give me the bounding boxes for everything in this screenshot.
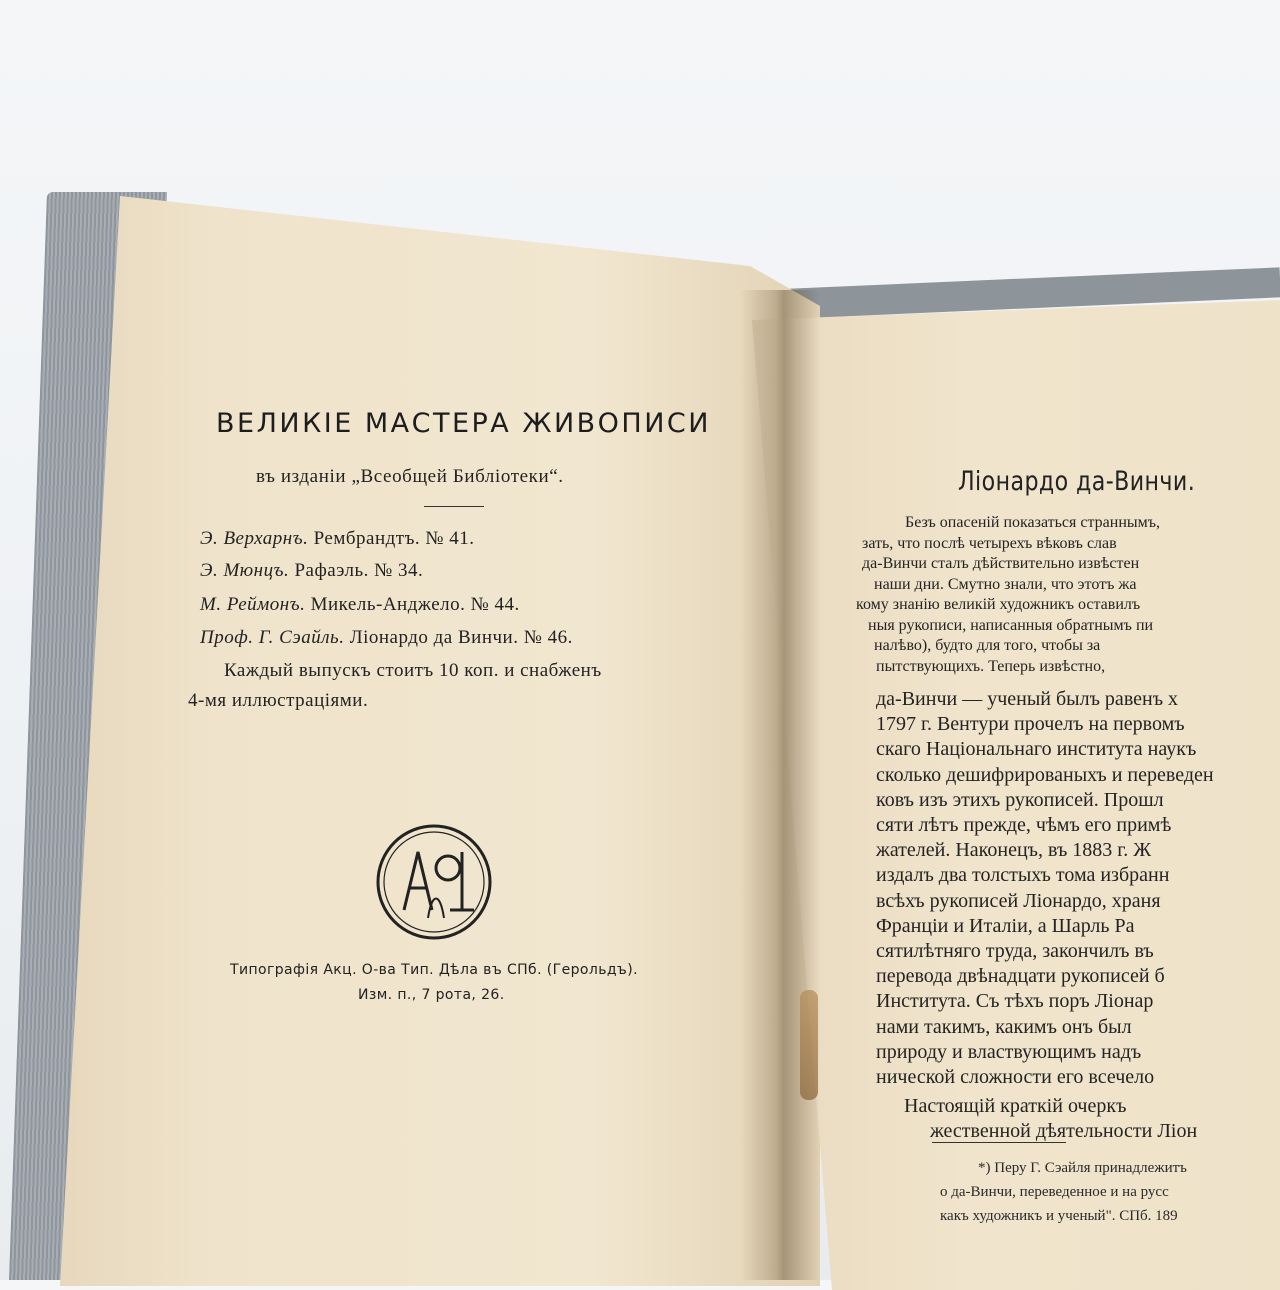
list-item-work: Микель-Анджело. № 44.: [310, 594, 520, 615]
list-item-author: Э. Верхарнъ.: [200, 528, 309, 549]
body-line: издалъ два толстыхъ тома избранн: [876, 864, 1170, 887]
imprint-line-1: Типографія Акц. О-ва Тип. Дѣла въ СПб. (Герольдъ).: [230, 962, 638, 978]
body-line: скаго Національнаго института наукъ: [876, 738, 1197, 761]
body-line: природу и властвующимъ надъ: [876, 1040, 1142, 1063]
body-line: наши дни. Смутно знали, что этотъ жа: [874, 575, 1137, 593]
left-page-rule: [424, 506, 484, 507]
list-item-work: Рафаэль. № 34.: [294, 560, 424, 581]
body-line: нами такимъ, какимъ онъ был: [876, 1015, 1132, 1038]
body-line: да-Винчи сталъ дѣйствительно извѣстен: [862, 555, 1140, 572]
left-page-subtitle: въ изданіи „Всеобщей Библіотеки“.: [256, 466, 564, 487]
list-item-author: Проф. Г. Сэайль.: [200, 627, 345, 648]
list-item: [200, 528, 475, 550]
footnote-line: какъ художникъ и ученый". СПб. 189: [940, 1208, 1178, 1224]
body-line: 1797 г. Вентури прочелъ на первомъ: [876, 713, 1185, 736]
left-page-title: ВЕЛИКІЕ МАСТЕРА ЖИВОПИСИ: [216, 408, 711, 439]
list-item-work: Рембрандтъ. № 41.: [313, 528, 475, 549]
right-page-title: Ліонардо да-Винчи.: [958, 466, 1196, 497]
body-line: сяти лѣтъ прежде, чѣмъ его примѣ: [876, 814, 1172, 836]
body-line: Франціи и Италіи, а Шарль Ра: [876, 914, 1135, 937]
page-tear: [800, 990, 818, 1100]
body-line: кому знанію великій художникъ оставилъ: [856, 596, 1141, 613]
publisher-emblem: [374, 822, 494, 942]
price-note-line-2: 4-мя иллюстраціями.: [188, 690, 369, 711]
list-item: [200, 627, 573, 649]
list-item-work: Ліонардо да Винчи. № 46.: [349, 627, 573, 648]
footnote-line: о да-Винчи, переведенное и на русс: [940, 1184, 1169, 1200]
body-line: Института. Съ тѣхъ поръ Ліонар: [876, 990, 1154, 1013]
body-line: жественной дѣятельности Ліон: [930, 1120, 1198, 1143]
imprint-line-2: Изм. п., 7 рота, 26.: [358, 987, 505, 1003]
body-line: жателей. Наконецъ, въ 1883 г. Ж: [876, 839, 1152, 862]
body-line: Безъ опасеній показаться страннымъ,: [905, 514, 1161, 531]
body-line: да-Винчи — ученый былъ равенъ х: [876, 688, 1179, 710]
body-line: перевода двѣнадцати рукописей б: [876, 965, 1165, 988]
list-item-author: Э. Мюнцъ.: [200, 560, 290, 581]
body-line: налѣво), будто для того, чтобы за: [874, 637, 1101, 654]
body-line: всѣхъ рукописей Ліонардо, храня: [876, 889, 1161, 912]
body-line: пытствующихъ. Теперь извѣстно,: [876, 657, 1106, 675]
body-line: ныя рукописи, написанныя обратнымъ пи: [868, 616, 1154, 634]
body-line: нической сложности его всечело: [876, 1066, 1155, 1088]
left-page: [60, 196, 820, 1286]
footnote-line: *) Перу Г. Сэайля принадлежитъ: [978, 1160, 1187, 1176]
list-item-author: М. Реймонъ.: [200, 594, 306, 615]
price-note-line-1: Каждый выпускъ стоитъ 10 коп. и снабженъ: [224, 660, 602, 681]
book-gutter: [740, 290, 820, 1280]
body-line: ковъ изъ этихъ рукописей. Прошл: [876, 788, 1164, 811]
list-item: [200, 560, 423, 582]
footnote-rule: [932, 1142, 1066, 1143]
body-line: сятилѣтняго труда, закончилъ въ: [876, 940, 1154, 962]
body-line: Настоящій краткій очеркъ: [904, 1095, 1127, 1118]
body-line: сколько дешифрированыхъ и переведен: [876, 763, 1214, 786]
list-item: [200, 594, 520, 616]
body-line: зать, что послѣ четырехъ вѣковъ слав: [862, 534, 1117, 552]
